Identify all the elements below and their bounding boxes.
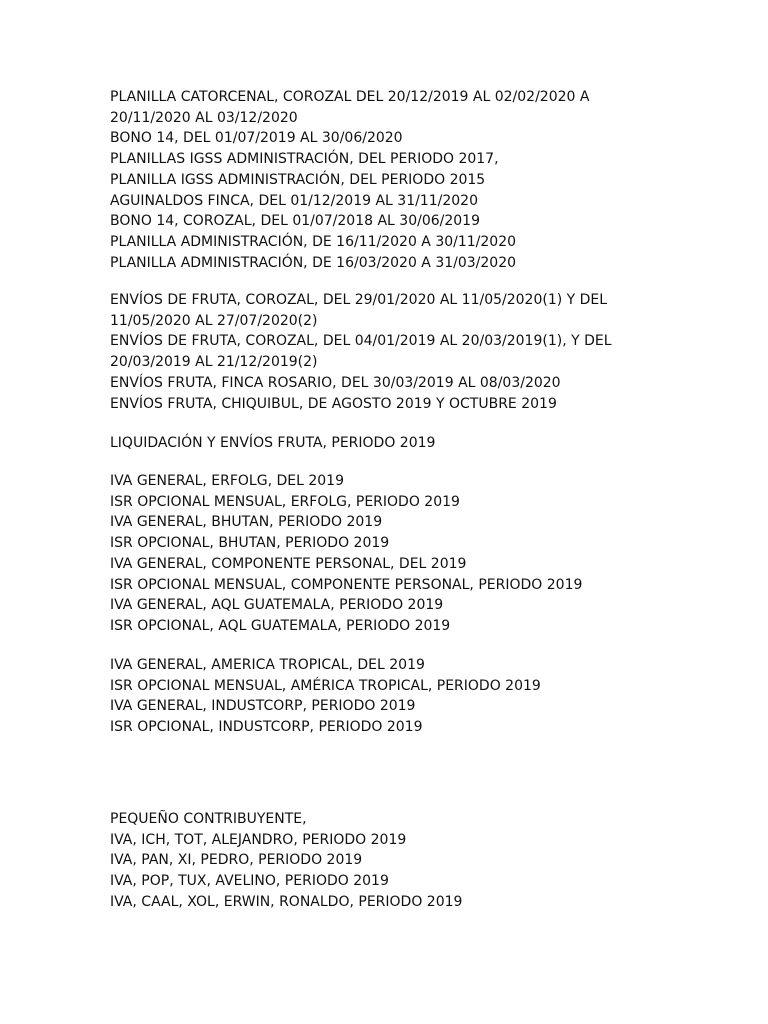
text-line: AGUINALDOS FINCA, DEL 01/12/2019 AL 31/11/2020 bbox=[110, 192, 478, 209]
text-line: IVA GENERAL, INDUSTCORP, PERIODO 2019 bbox=[110, 698, 416, 715]
text-line: ENVÍOS DE FRUTA, COROZAL, DEL 29/01/2020 AL 11/05/2020(1) Y DEL bbox=[110, 292, 608, 308]
liquidation-group bbox=[110, 433, 630, 454]
text-line: IVA GENERAL, AQL GUATEMALA, PERIODO 2019 bbox=[110, 597, 444, 614]
text-line: PLANILLA ADMINISTRACIÓN, DE 16/11/2020 A 30/11/2020 bbox=[110, 233, 517, 250]
text-line: BONO 14, DEL 01/07/2019 AL 30/06/2020 bbox=[110, 130, 403, 147]
text-line: 20/11/2020 AL 03/12/2020 bbox=[110, 109, 298, 126]
text-line: ISR OPCIONAL, AQL GUATEMALA, PERIODO 2019 bbox=[110, 617, 451, 634]
text-line: PLANILLA IGSS ADMINISTRACIÓN, DEL PERIODO 2015 bbox=[110, 171, 486, 188]
text-line: IVA GENERAL, BHUTAN, PERIODO 2019 bbox=[110, 514, 383, 531]
fruit-shipments-group bbox=[110, 290, 630, 414]
text-line: IVA, PAN, XI, PEDRO, PERIODO 2019 bbox=[110, 852, 363, 869]
text-line: ISR OPCIONAL MENSUAL, AMÉRICA TROPICAL, PERIODO 2019 bbox=[110, 677, 541, 694]
text-line: LIQUIDACIÓN Y ENVÍOS FRUTA, PERIODO 2019 bbox=[110, 435, 436, 451]
text-line: 11/05/2020 AL 27/07/2020(2) bbox=[110, 312, 318, 329]
text-line: IVA, ICH, TOT, ALEJANDRO, PERIODO 2019 bbox=[110, 831, 407, 848]
text-line: PLANILLA CATORCENAL, COROZAL DEL 20/12/2019 AL 02/02/2020 A bbox=[110, 89, 590, 105]
text-line: ISR OPCIONAL MENSUAL, COMPONENTE PERSONAL, PERIODO 2019 bbox=[110, 576, 583, 593]
text-line: IVA GENERAL, AMERICA TROPICAL, DEL 2019 bbox=[110, 657, 425, 673]
text-line: IVA GENERAL, ERFOLG, DEL 2019 bbox=[110, 473, 344, 489]
text-line: 20/03/2019 AL 21/12/2019(2) bbox=[110, 354, 318, 371]
payroll-group bbox=[110, 87, 630, 273]
text-line: BONO 14, COROZAL, DEL 01/07/2018 AL 30/06/2019 bbox=[110, 213, 480, 230]
text-line: ISR OPCIONAL MENSUAL, ERFOLG, PERIODO 2019 bbox=[110, 493, 460, 510]
text-line: ISR OPCIONAL, BHUTAN, PERIODO 2019 bbox=[110, 535, 390, 552]
tax-group-2 bbox=[110, 655, 630, 738]
text-line: PLANILLAS IGSS ADMINISTRACIÓN, DEL PERIODO 2017, bbox=[110, 151, 499, 168]
text-line: ISR OPCIONAL, INDUSTCORP, PERIODO 2019 bbox=[110, 719, 423, 736]
text-line: ENVÍOS DE FRUTA, COROZAL, DEL 04/01/2019 AL 20/03/2019(1), Y DEL bbox=[110, 333, 612, 350]
text-line: IVA, POP, TUX, AVELINO, PERIODO 2019 bbox=[110, 873, 389, 890]
text-line: ENVÍOS FRUTA, FINCA ROSARIO, DEL 30/03/2019 AL 08/03/2020 bbox=[110, 374, 561, 391]
text-line: IVA, CAAL, XOL, ERWIN, RONALDO, PERIODO 2019 bbox=[110, 893, 463, 910]
text-line: IVA GENERAL, COMPONENTE PERSONAL, DEL 2019 bbox=[110, 555, 467, 572]
tax-group-1 bbox=[110, 471, 630, 637]
text-line: ENVÍOS FRUTA, CHIQUIBUL, DE AGOSTO 2019 Y OCTUBRE 2019 bbox=[110, 395, 557, 412]
text-line: PLANILLA ADMINISTRACIÓN, DE 16/03/2020 A 31/03/2020 bbox=[110, 254, 517, 271]
small-taxpayer-group bbox=[110, 809, 630, 913]
text-line: PEQUEÑO CONTRIBUYENTE, bbox=[110, 811, 307, 827]
